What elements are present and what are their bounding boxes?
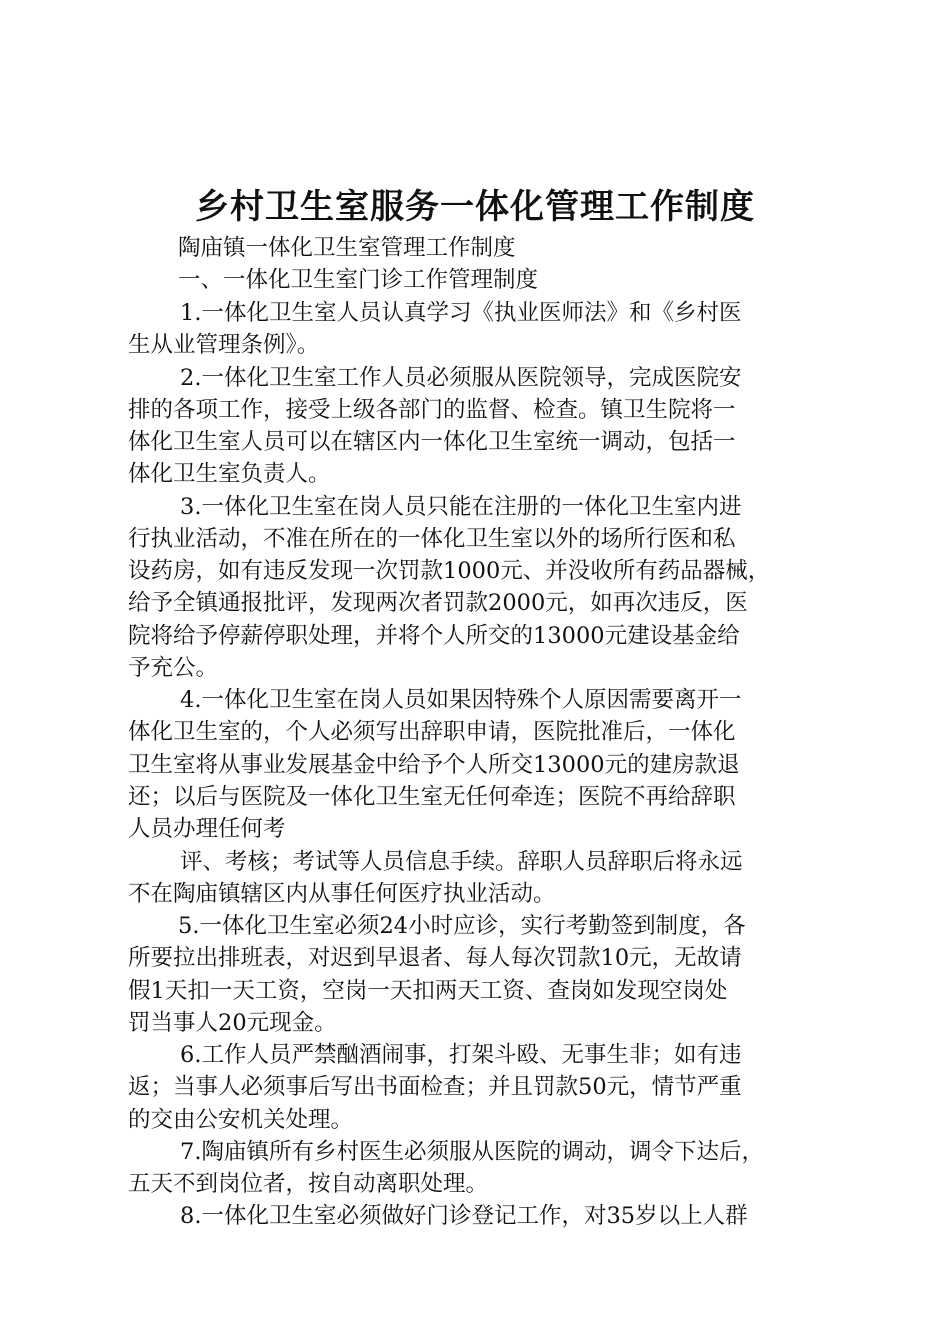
text-line: 的交由公安机关处理。 — [128, 1107, 354, 1133]
text-line: 所要拉出排班表，对迟到早退者、每人每次罚款10元，无故请 — [128, 945, 742, 971]
text-line: 不在陶庙镇辖区内从事任何医疗执业活动。 — [128, 881, 556, 907]
text-line: 生从业管理条例》。 — [128, 332, 320, 358]
section-heading: 一、一体化卫生室门诊工作管理制度 — [178, 267, 539, 293]
text-line: 卫生室将从事业发展基金中给予个人所交13000元的建房款退 — [128, 752, 740, 778]
text-line: 还；以后与医院及一体化卫生室无任何牵连；医院不再给辞职 — [128, 784, 736, 810]
text-line: 4.一体化卫生室在岗人员如果因特殊个人原因需要离开一 — [180, 687, 742, 713]
text-line: 返；当事人必须事后写出书面检查；并且罚款50元，情节严重 — [128, 1074, 742, 1100]
text-line: 五天不到岗位者，按自动离职处理。 — [128, 1171, 489, 1197]
text-line: 人员办理任何考 — [128, 816, 286, 842]
text-line: 予充公。 — [128, 655, 219, 681]
text-line: 排的各项工作，接受上级各部门的监督、检查。镇卫生院将一 — [128, 397, 736, 423]
text-line: 2.一体化卫生室工作人员必须服从医院领导，完成医院安 — [180, 365, 742, 391]
text-line: 1.一体化卫生室人员认真学习《执业医师法》和《乡村医 — [180, 300, 742, 326]
text-line: 假1天扣一天工资，空岗一天扣两天工资、查岗如发现空岗处 — [128, 978, 728, 1004]
text-line: 罚当事人20元现金。 — [128, 1010, 337, 1036]
text-line: 评、考核；考试等人员信息手续。辞职人员辞职后将永远 — [180, 849, 743, 875]
text-line: 给予全镇通报批评，发现两次者罚款2000元，如再次违反，医 — [128, 590, 748, 616]
text-line: 6.工作人员严禁酗酒闹事，打架斗殴、无事生非；如有违 — [180, 1042, 742, 1068]
document-title: 乡村卫生室服务一体化管理工作制度 — [195, 187, 755, 227]
text-line: 3.一体化卫生室在岗人员只能在注册的一体化卫生室内进 — [180, 494, 742, 520]
text-line: 体化卫生室的，个人必须写出辞职申请，医院批准后，一体化 — [128, 719, 736, 745]
text-line: 行执业活动，不准在所在的一体化卫生室以外的场所行医和私 — [128, 526, 736, 552]
text-line: 8.一体化卫生室必须做好门诊登记工作，对35岁以上人群 — [180, 1203, 748, 1229]
subtitle-line: 陶庙镇一体化卫生室管理工作制度 — [178, 235, 516, 261]
text-line: 体化卫生室人员可以在辖区内一体化卫生室统一调动，包括一 — [128, 429, 736, 455]
text-line: 院将给予停薪停职处理，并将个人所交的13000元建设基金给 — [128, 623, 740, 649]
text-line: 5.一体化卫生室必须24小时应诊，实行考勤签到制度，各 — [178, 913, 746, 939]
text-line: 7.陶庙镇所有乡村医生必须服从医院的调动，调令下达后， — [180, 1139, 764, 1165]
text-line: 体化卫生室负责人。 — [128, 461, 331, 487]
text-line: 设药房，如有违反发现一次罚款1000元、并没收所有药品器械， — [128, 558, 771, 584]
